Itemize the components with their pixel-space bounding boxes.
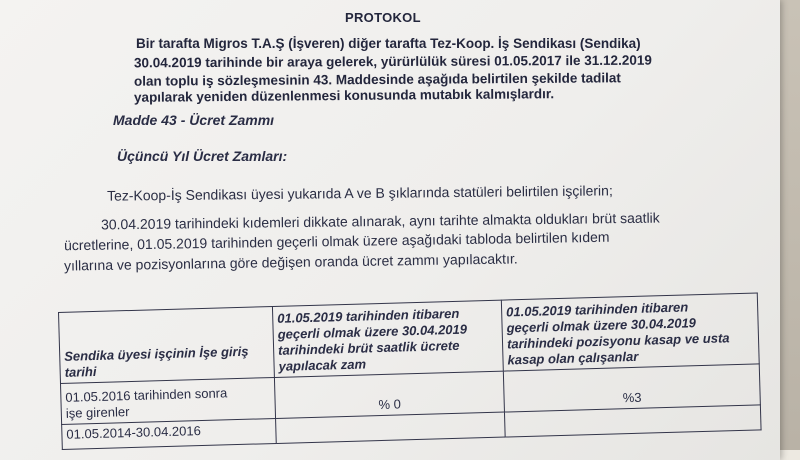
article-heading: Madde 43 - Ücret Zammı (113, 112, 275, 128)
header-cell-entry-date: Sendika üyesi işçinin İşe giriş tarihi (59, 307, 275, 384)
row-period-cell: 01.05.2016 tarihinden sonra işe girenler (60, 377, 275, 424)
document-title: PROTOKOL (345, 10, 421, 25)
paragraph-2-line-3: yıllarına ve pozisyonlarına göre değişen oranda ücret zammı yapılacaktır. (63, 250, 518, 274)
raise-table (58, 292, 762, 449)
intro-line-2: 30.04.2019 tarihinde bir araya gelerek, yürürlülük süresi 01.05.2017 ile 31.12.2019 (133, 52, 652, 71)
paragraph-2-line-2: ücretlerine, 01.05.2019 tarihinden geçerli olmak üzere aşağıdaki tabloda belirtilen kıdem (63, 228, 610, 254)
row-raise-cell: % 0 (274, 371, 504, 418)
section-heading: Üçüncü Yıl Ücret Zamları: (117, 148, 288, 164)
header-cell-raise: 01.05.2019 tarihinden itibaren geçerli olmak üzere 30.04.2019 tarihindeki brüt saatlik ücrete yapılacak zam (272, 300, 503, 377)
row-raise-cell (276, 412, 506, 443)
intro-line-3: olan toplu iş sözleşmesinin 43. Maddesinde aşağıda belirtilen şekilde tadilat (133, 70, 621, 89)
paragraph-1: Tez-Koop-İş Sendikası üyesi yukarıda A ve B şıklarında statüleri belirtilen işçilerin; (106, 182, 613, 204)
row-period-cell: 01.05.2014-30.04.2016 (62, 418, 277, 449)
header-cell-butcher: 01.05.2019 tarihinden itibaren geçerli olmak üzere 30.04.2019 tarihindeki pozisyonu kasap ve usta kasap olan çalışanlar (501, 293, 759, 371)
intro-line-1: Bir tarafta Migros T.A.Ş (İşveren) diğer tarafta Tez-Koop. İş Sendikası (Sendika) (136, 36, 641, 51)
paragraph-2-line-1: 30.04.2019 tarihindeki kıdemleri dikkate alınarak, aynı tarihte almakta oldukları brüt saatlik (100, 209, 660, 233)
row-butcher-cell: %3 (503, 364, 760, 412)
intro-line-4: yapılarak yeniden düzenlenmesi konusunda mutabık kalmışlardır. (133, 86, 555, 105)
